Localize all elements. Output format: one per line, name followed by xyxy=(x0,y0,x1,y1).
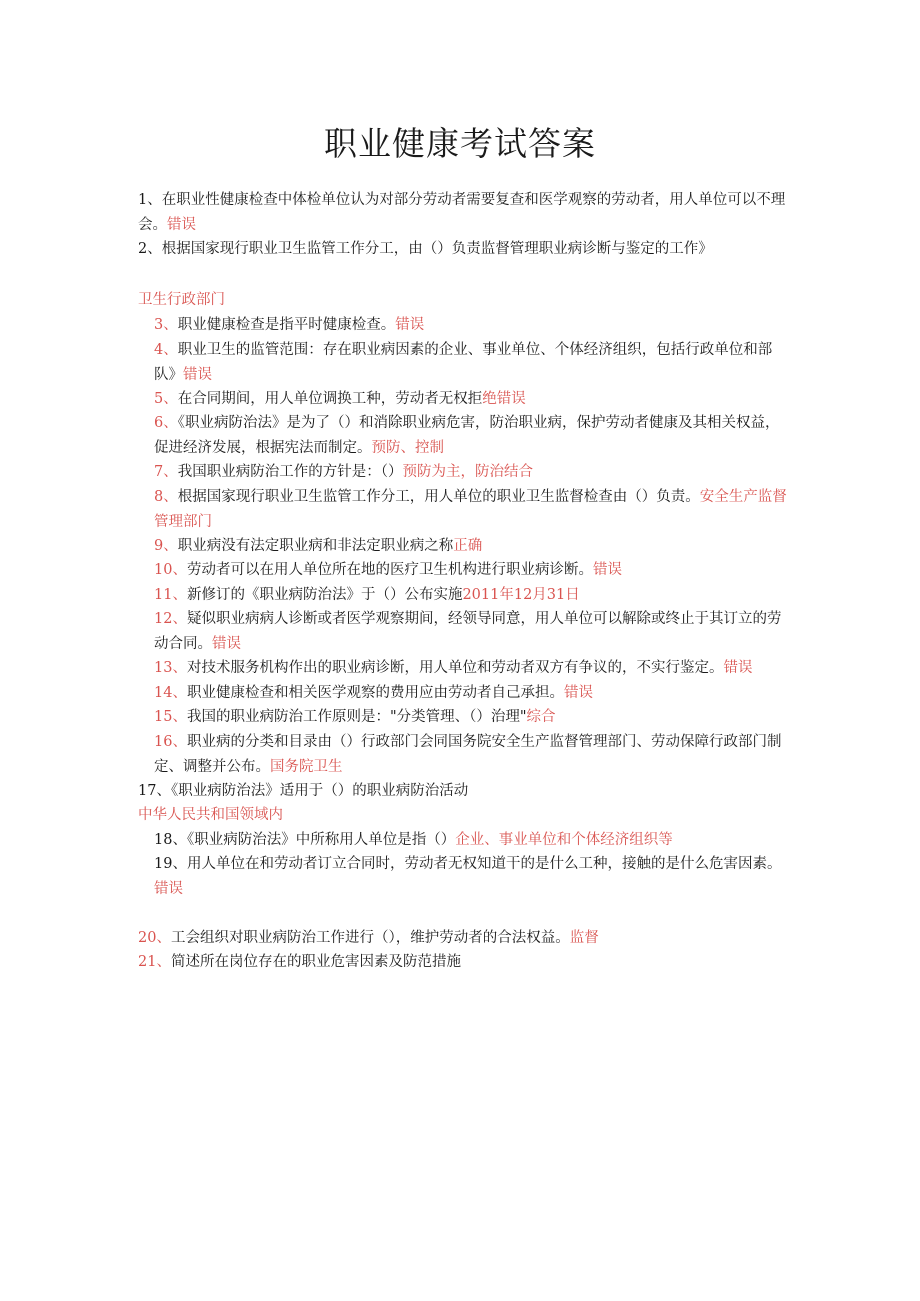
answer: 错误 xyxy=(167,216,196,233)
question-text: 工会组织对职业病防治工作进行（），维护劳动者的合法权益。 xyxy=(170,930,570,946)
answer: 错误 xyxy=(183,366,212,383)
answer: 错误 xyxy=(395,317,425,333)
question-1 xyxy=(138,188,788,237)
question-number: 8、 xyxy=(154,489,178,505)
answer: 国务院卫生 xyxy=(270,758,343,775)
question-number: 19、 xyxy=(154,856,187,872)
question-18 xyxy=(154,828,788,853)
question-3 xyxy=(154,313,788,338)
question-number: 16、 xyxy=(154,734,187,750)
question-text: 《职业病防治法》中所称用人单位是指（） xyxy=(186,832,456,848)
question-text: 新修订的《职业病防治法》于（）公布实施 xyxy=(186,587,463,603)
question-text: 疑似职业病病人诊断或者医学观察期间，经领导同意，用人单位可以解除或终止于其订立的劳动合同。 xyxy=(154,611,782,652)
question-text: 根据国家现行职业卫生监管工作分工，由（）负责监督管理职业病诊断与鉴定的工作》 xyxy=(161,241,713,257)
answer: 错误 xyxy=(723,660,753,676)
question-14 xyxy=(154,681,788,706)
question-5 xyxy=(154,387,788,412)
question-number: 20、 xyxy=(138,930,171,946)
answer: 绝错误 xyxy=(482,391,526,407)
question-number: 21、 xyxy=(138,954,171,970)
question-text: 职业健康检查是指平时健康检查。 xyxy=(177,317,396,333)
question-number: 7、 xyxy=(154,464,178,480)
question-text: 职业健康检查和相关医学观察的费用应由劳动者自己承担。 xyxy=(186,685,564,701)
question-text: 根据国家现行职业卫生监管工作分工，用人单位的职业卫生监督检查由（）负责。 xyxy=(177,489,700,505)
answer: 综合 xyxy=(526,709,556,725)
question-text: 对技术服务机构作出的职业病诊断，用人单位和劳动者双方有争议的，不实行鉴定。 xyxy=(186,660,724,676)
question-number: 3、 xyxy=(154,317,178,333)
question-number: 18、 xyxy=(154,832,187,848)
question-number: 10、 xyxy=(154,562,187,578)
question-number: 14、 xyxy=(154,685,187,701)
question-17 xyxy=(138,779,788,804)
question-16 xyxy=(154,730,788,779)
answer: 预防、控制 xyxy=(371,439,444,456)
question-12 xyxy=(154,607,788,656)
question-20 xyxy=(138,926,788,951)
question-8 xyxy=(154,485,788,534)
answer: 监督 xyxy=(569,930,599,946)
answer: 错误 xyxy=(212,635,241,652)
question-text: 在合同期间，用人单位调换工种，劳动者无权拒 xyxy=(177,391,483,407)
question-text: 在职业性健康检查中体检单位认为对部分劳动者需要复查和医学观察的劳动者，用人单位可以不理会。 xyxy=(138,192,786,233)
question-number: 11、 xyxy=(154,587,187,603)
question-9 xyxy=(154,534,788,559)
question-text: 职业卫生的监管范围：存在职业病因素的企业、事业单位、个体经济组织，包括行政单位和部队》 xyxy=(154,342,773,383)
answer: 安全生产监督管理部门 xyxy=(154,489,787,530)
answer: 企业、事业单位和个体经济组织等 xyxy=(455,832,673,848)
question-number: 15、 xyxy=(154,709,187,725)
document-title: 职业健康考试答案 xyxy=(324,124,596,163)
question-text: 《职业病防治法》是为了（）和消除职业病危害，防治职业病，保护劳动者健康及其相关权益，促进经济发展，根据宪法而制定。 xyxy=(154,415,780,456)
question-number: 6、 xyxy=(154,415,178,431)
question-text: 我国的职业病防治工作原则是："分类管理、（）治理" xyxy=(186,709,527,725)
answer: 2011年12月31日 xyxy=(462,587,580,603)
question-15 xyxy=(154,705,788,730)
question-number: 13、 xyxy=(154,660,187,676)
question-text: 劳动者可以在用人单位所在地的医疗卫生机构进行职业病诊断。 xyxy=(186,562,593,578)
answer-2: 卫生行政部门 xyxy=(138,292,225,308)
answer-17: 中华人民共和国领域内 xyxy=(138,807,283,823)
question-19 xyxy=(154,852,788,901)
answer: 错误 xyxy=(592,562,622,578)
question-11 xyxy=(154,583,788,608)
question-number: 17、 xyxy=(138,783,171,799)
question-number: 12、 xyxy=(154,611,187,627)
question-6 xyxy=(154,411,788,460)
question-10 xyxy=(154,558,788,583)
question-number: 5、 xyxy=(154,391,178,407)
question-text: 简述所在岗位存在的职业危害因素及防范措施 xyxy=(170,954,461,970)
question-4 xyxy=(154,338,788,387)
question-2 xyxy=(138,237,788,262)
answer: 错误 xyxy=(563,685,593,701)
question-text: 职业病的分类和目录由（）行政部门会同国务院安全生产监督管理部门、劳动保障行政部门制定、调整并公布。 xyxy=(154,734,782,775)
question-text: 职业病没有法定职业病和非法定职业病之称 xyxy=(177,538,454,554)
question-text: 我国职业病防治工作的方针是：（） xyxy=(177,464,403,480)
question-13 xyxy=(154,656,788,681)
question-number: 2、 xyxy=(138,241,162,257)
answer: 预防为主，防治结合 xyxy=(402,464,533,480)
answer: 正确 xyxy=(453,538,483,554)
question-7 xyxy=(154,460,788,485)
question-number: 9、 xyxy=(154,538,178,554)
question-number: 1、 xyxy=(138,192,162,208)
question-text: 用人单位在和劳动者订立合同时，劳动者无权知道干的是什么工种，接触的是什么危害因素。 xyxy=(186,856,782,872)
question-number: 4、 xyxy=(154,342,178,358)
question-text: 《职业病防治法》适用于（）的职业病防治活动 xyxy=(170,783,469,799)
question-21 xyxy=(138,950,788,975)
answer: 错误 xyxy=(154,880,183,897)
